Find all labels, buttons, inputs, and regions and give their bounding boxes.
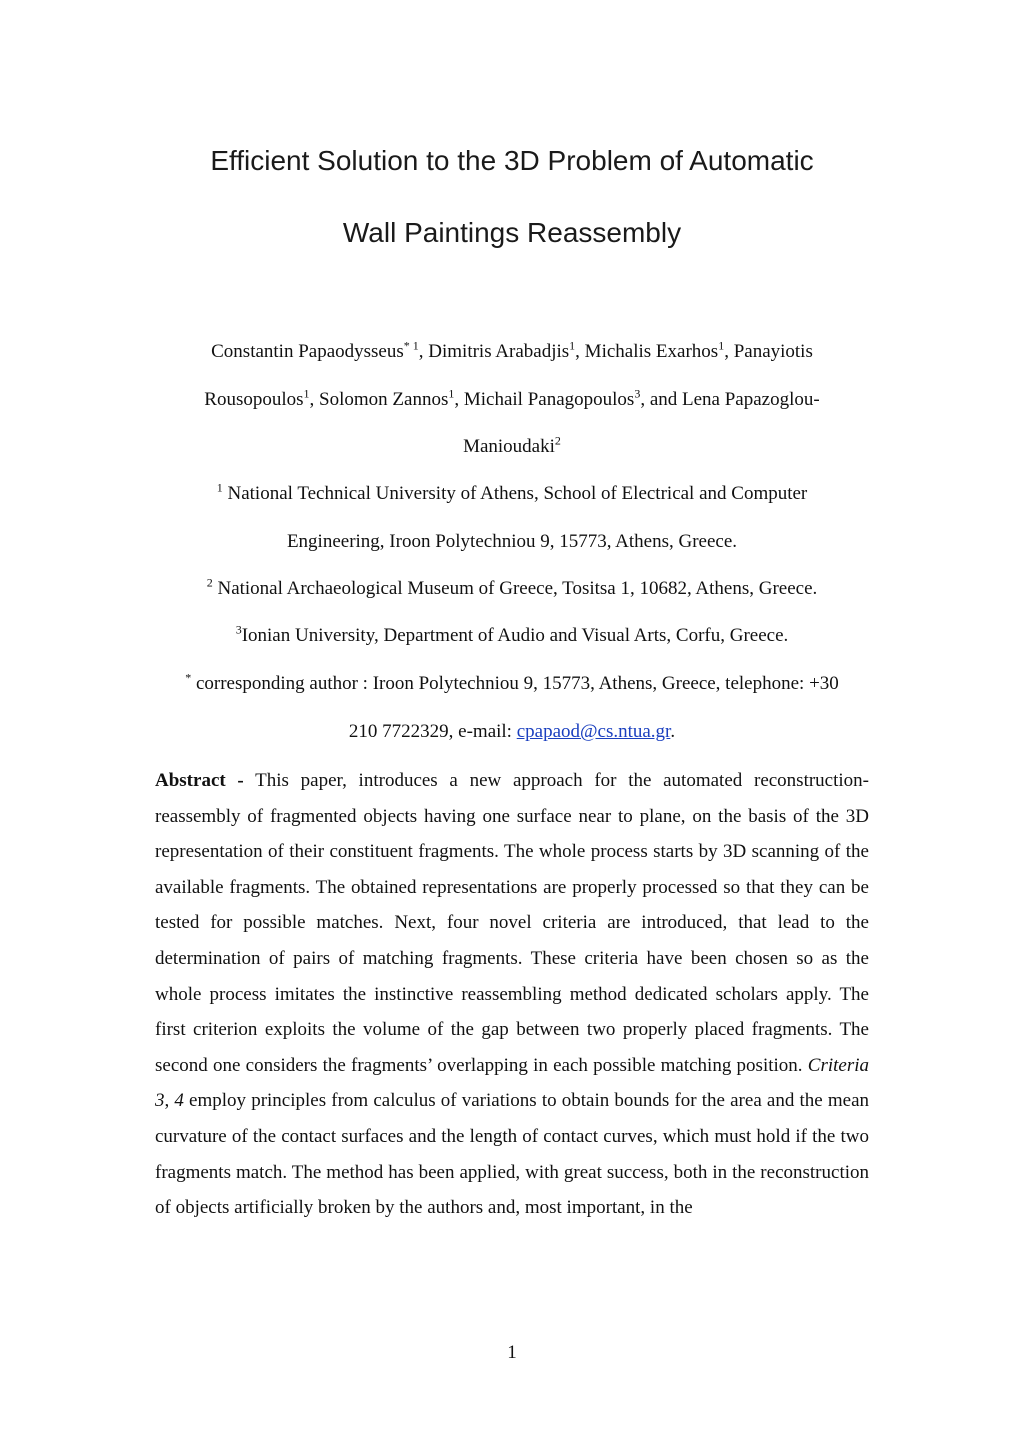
affiliation-text: National Archaeological Museum of Greece, Tositsa 1, 10682, Athens, Greece. <box>212 578 818 599</box>
author-superscript: 1 <box>303 386 310 401</box>
affiliation-marker: 3 <box>235 622 242 637</box>
corresponding-author-line-1 <box>0 672 1024 696</box>
affiliation-2 <box>0 577 1024 601</box>
paper-title-line-2: Wall Paintings Reassembly <box>342 217 682 248</box>
author-name: , Michalis Exarhos <box>575 341 719 362</box>
author-superscript: 1 <box>448 386 455 401</box>
author-name: , Dimitris Arabadjis <box>418 341 570 362</box>
abstract-label: Abstract - <box>155 770 244 791</box>
corresponding-text: . <box>670 721 676 742</box>
author-name: , Solomon Zannos <box>309 389 449 410</box>
affiliation-marker: 2 <box>206 575 213 590</box>
page-number: 1 <box>507 1342 517 1363</box>
corresponding-text: corresponding author : Iroon Polytechniou 9, 15773, Athens, Greece, telephone: +30 <box>191 673 839 694</box>
author-name: Manioudaki <box>463 436 555 457</box>
author-superscript: 1 <box>718 338 725 353</box>
abstract-paragraph <box>155 763 869 1226</box>
author-line-2 <box>0 388 1024 412</box>
abstract-text: employ principles from calculus of variations to obtain bounds for the area and the mean curvature of the contact surfaces and the length of contact curves, which must hold if the two fragments match. The method has been applied, with great success, both in the reconstruction of objects artificially broken by the authors and, most important, in the <box>155 1090 870 1219</box>
affiliation-text: National Technical University of Athens, School of Electrical and Computer <box>222 483 808 504</box>
author-name: , and Lena Papazoglou- <box>640 389 820 410</box>
corresponding-author-line-2 <box>0 720 1024 744</box>
author-superscript: 2 <box>554 433 561 448</box>
author-name: , Panayiotis <box>724 341 813 362</box>
author-superscript: * 1 <box>403 338 419 353</box>
affiliation-marker: 1 <box>216 480 223 495</box>
corresponding-marker: * <box>185 670 192 685</box>
author-name: , Michail Panagopoulos <box>454 389 635 410</box>
abstract-text: This paper, introduces a new approach for the automated reconstruction-reassembly of fragmented objects having one surface near to plane, on the basis of the 3D representation of their constituent fragments. The whole process starts by 3D scanning of the available fragments. The obtained representations are properly processed so that they can be tested for possible matches. Next, four novel criteria are introduced, that lead to the determination of pairs of matching fragments. These criteria have been chosen so as the whole process imitates the instinctive reassembling method dedicated scholars apply. The first criterion exploits the volume of the gap between two properly placed fragments. The second one considers the fragments’ overlapping in each possible matching position. <box>155 770 870 1076</box>
author-superscript: 1 <box>569 338 576 353</box>
email-link[interactable]: cpapaod@cs.ntua.gr <box>516 721 671 742</box>
author-line-1 <box>0 340 1024 364</box>
author-line-3 <box>0 435 1024 459</box>
affiliation-1-line-2: Engineering, Iroon Polytechniou 9, 15773, Athens, Greece. <box>286 531 738 552</box>
affiliation-1-line-1 <box>0 482 1024 506</box>
author-name: Rousopoulos <box>204 389 304 410</box>
author-superscript: 3 <box>634 386 641 401</box>
author-name: Constantin Papaodysseus <box>211 341 404 362</box>
abstract-text: , <box>164 1090 175 1112</box>
paper-title-line-1: Efficient Solution to the 3D Problem of Automatic <box>210 145 814 176</box>
affiliation-3 <box>0 624 1024 648</box>
corresponding-text: 210 7722329, e-mail: <box>348 721 517 742</box>
affiliation-text: Ionian University, Department of Audio and Visual Arts, Corfu, Greece. <box>241 625 789 646</box>
abstract-italic: Criteria 3 <box>155 1054 869 1112</box>
abstract-italic: 4 <box>174 1090 184 1112</box>
